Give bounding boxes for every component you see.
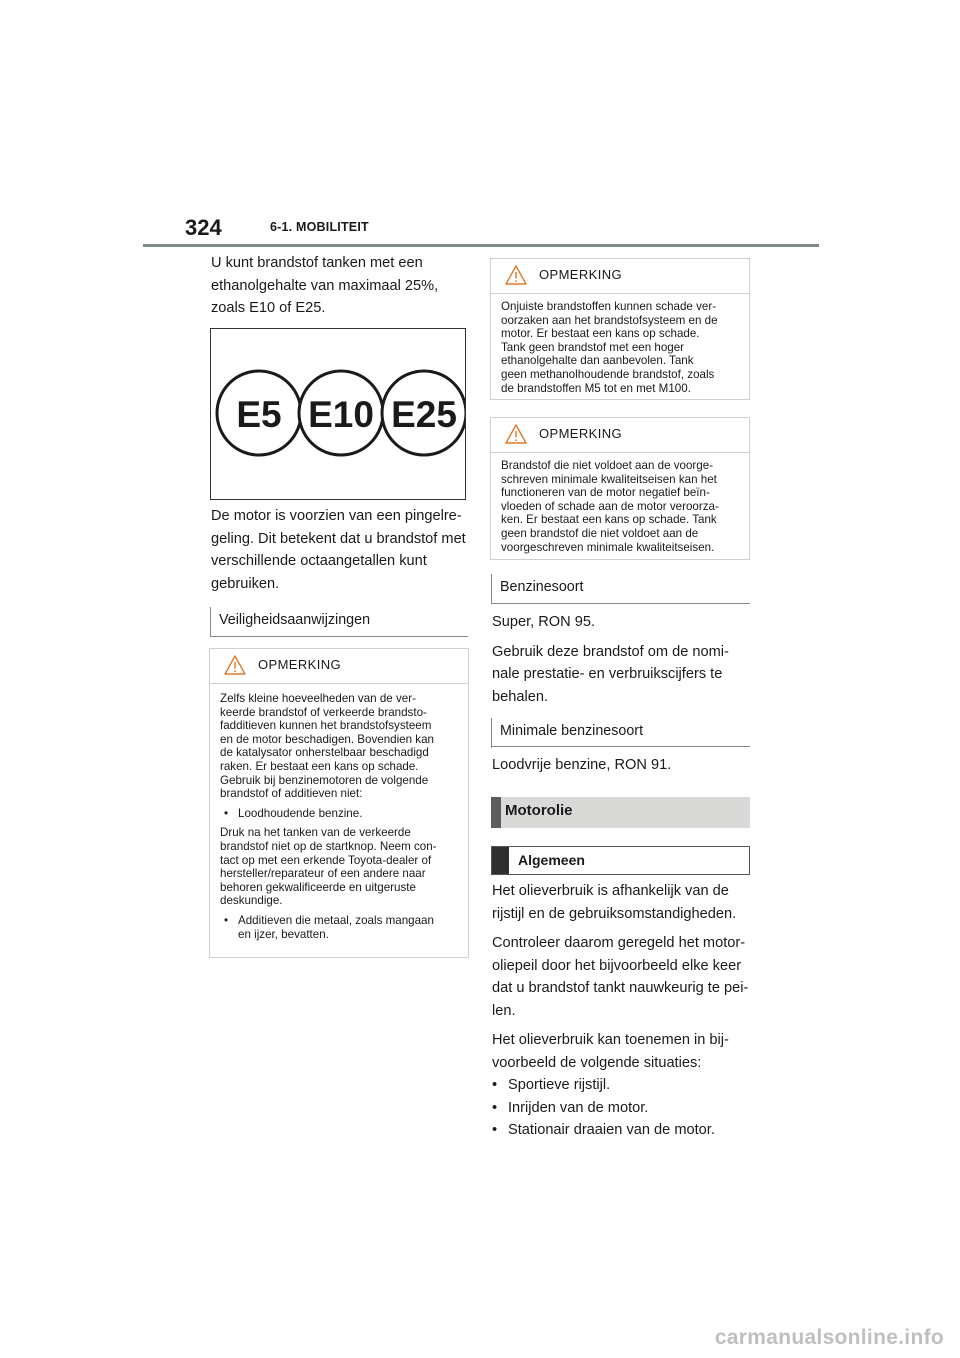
header-rule — [143, 244, 819, 247]
e25-label — [382, 371, 465, 455]
notice-line: Additieven die metaal, zoals mangaan — [238, 913, 434, 927]
notice-header — [210, 649, 468, 684]
e5-text: E5 — [236, 394, 282, 435]
min-fuel-value: Loodvrije benzine, RON 91. — [492, 757, 672, 773]
e5-label — [217, 371, 301, 455]
text-line: U kunt brandstof tanken met een — [211, 255, 423, 271]
motor-paragraph — [211, 505, 481, 595]
oil-paragraph — [492, 1029, 760, 1074]
notice-line: geen brandstof die niet voldoet aan de — [501, 526, 699, 540]
fuel-labels-svg — [211, 329, 465, 499]
notice-paragraph — [220, 692, 458, 801]
motor-oil-bar — [491, 797, 750, 828]
e10-text: E10 — [308, 394, 374, 435]
text-line: zoals E10 of E25. — [211, 300, 326, 316]
safety-heading: Veiligheidsaanwijzingen — [210, 607, 370, 637]
text-line: De motor is voorzien van een pingelre- — [211, 508, 462, 524]
page-number: 324 — [185, 215, 222, 240]
text-line: behalen. — [492, 688, 548, 705]
notice-line: schreven minimale kwaliteitseisen kan het — [501, 472, 717, 486]
notice-line: fadditieven kunnen het brandstofsysteem — [220, 719, 432, 733]
notice-line: vloeden of schade aan de motor veroorza- — [501, 499, 719, 513]
notice-line: behoren gekwalificeerde en uitgeruste — [220, 880, 416, 894]
notice-bullet: • Loodhoudende benzine. — [220, 807, 458, 821]
fuel-type-paragraph — [492, 611, 760, 708]
text-line: Controleer daarom geregeld het motor- — [492, 935, 746, 951]
fuel-type-heading-rule — [491, 603, 750, 604]
situation-item: • Stationair draaien van de motor. — [492, 1119, 760, 1142]
notice-line: geen methanolhoudende brandstof, zoals — [501, 367, 715, 381]
notice-line: raken. Er bestaat een kans op schade. — [220, 759, 419, 773]
text-line: len. — [492, 1002, 516, 1019]
notice-line: motor. Er bestaat een kans op schade. — [501, 327, 700, 341]
section-title: 6-1. MOBILITEIT — [270, 220, 369, 234]
notice-line: de brandstoffen M5 tot en met M100. — [501, 381, 691, 395]
text-line: ethanolgehalte van maximaal 25%, — [211, 277, 439, 294]
text-line: Het olieverbruik kan toenemen in bij- — [492, 1032, 729, 1048]
fuel-type-value: Super, RON 95. — [492, 614, 596, 630]
notice-line: tact op met een erkende Toyota-dealer of — [220, 853, 432, 867]
min-fuel-heading-rule — [491, 746, 750, 747]
notice-line: Tank geen brandstof met een hoger — [501, 340, 685, 354]
notice-line: Brandstof die niet voldoet aan de voorge- — [501, 459, 714, 472]
notice-line: keerde brandstof of verkeerde brandsto- — [220, 705, 427, 719]
e25-text: E25 — [391, 394, 457, 435]
notice-line: functioneren van de motor negatief beïn- — [501, 486, 710, 500]
notice-line: en de motor beschadigen. Bovendien kan — [220, 732, 434, 746]
notice-line: ken. Er bestaat een kans op schade. Tank — [501, 513, 717, 527]
notice-line: hersteller/reparateur of een andere naar — [220, 867, 426, 881]
text-line: gebruiken. — [211, 575, 280, 592]
warning-icon — [505, 265, 527, 285]
bar-stripe — [492, 847, 509, 874]
notice-header — [491, 418, 749, 453]
situation-item: • Inrijden van de motor. — [492, 1097, 760, 1120]
notice-title: OPMERKING — [539, 426, 623, 441]
fuel-type-heading: Benzinesoort — [491, 574, 583, 604]
situation-item: • Sportieve rijstijl. — [492, 1074, 760, 1097]
intro-paragraph — [211, 252, 471, 320]
notice-body — [491, 453, 749, 562]
text-line: oliepeil door het bijvoorbeeld elke keer — [492, 957, 742, 974]
notice-line: en ijzer, bevatten. — [238, 927, 329, 941]
notice-body — [491, 294, 749, 403]
motor-oil-heading: Motorolie — [505, 802, 573, 819]
text-line: Gebruik deze brandstof om de nomi- — [492, 643, 729, 660]
min-fuel-heading: Minimale benzinesoort — [491, 718, 643, 748]
notice-line: oorzaken aan het brandstofsysteem en de — [501, 313, 718, 327]
notice-title: OPMERKING — [539, 267, 623, 282]
notice-bullet — [220, 914, 458, 941]
watermark: carmanualsonline.info — [714, 1326, 944, 1349]
text-line: Het olieverbruik is afhankelijk van de — [492, 883, 729, 899]
safety-heading-rule — [210, 636, 468, 637]
text-line: nale prestatie- en verbruikscijfers te — [492, 666, 723, 682]
text-line: verschillende octaangetallen kunt — [211, 553, 427, 569]
text-line: dat u brandstof tankt nauwkeurig te pei- — [492, 980, 749, 996]
notice-line: Gebruik bij benzinemotoren de volgende — [220, 773, 429, 787]
oil-paragraph — [492, 932, 760, 1022]
notice-line: ethanolgehalte dan aanbevolen. Tank — [501, 354, 694, 368]
notice-line: voorgeschreven minimale kwaliteitseisen. — [501, 540, 715, 554]
notice-header — [491, 259, 749, 294]
fuel-label-figure — [210, 328, 466, 500]
notice-box-right-2 — [490, 417, 750, 560]
notice-line: brandstof niet op de startknop. Neem con- — [220, 839, 437, 853]
notice-line: Druk na het tanken van de verkeerde — [220, 826, 411, 840]
notice-line: deskundige. — [220, 894, 283, 908]
warning-icon — [224, 655, 246, 675]
general-bar — [491, 846, 750, 875]
notice-line: de katalysator onherstelbaar beschadigd — [220, 746, 429, 760]
text-line: voorbeeld de volgende situaties: — [492, 1054, 702, 1071]
notice-line: Zelfs kleine hoeveelheden van de ver- — [220, 692, 416, 705]
notice-body — [210, 684, 468, 955]
warning-icon — [505, 424, 527, 444]
e10-label — [299, 371, 383, 455]
general-heading: Algemeen — [518, 852, 585, 868]
notice-line: brandstof of additieven niet: — [220, 787, 363, 801]
notice-title: OPMERKING — [258, 657, 342, 672]
text-line: geling. Dit betekent dat u brandstof met — [211, 530, 466, 547]
bar-stripe — [491, 797, 501, 828]
notice-paragraph — [220, 826, 458, 908]
oil-paragraph — [492, 880, 760, 925]
text-line: rijstijl en de gebruiksomstandigheden. — [492, 905, 737, 922]
notice-box-left — [209, 648, 469, 958]
oil-paragraphs — [492, 880, 760, 1142]
notice-box-right-1 — [490, 258, 750, 400]
notice-line: Onjuiste brandstoffen kunnen schade ver- — [501, 300, 717, 313]
